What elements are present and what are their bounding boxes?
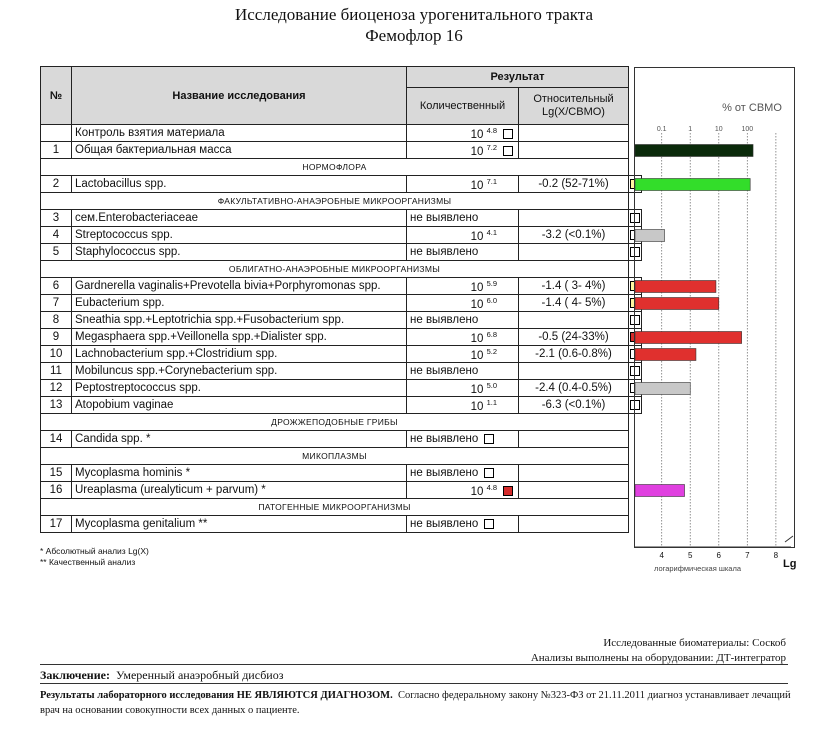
disclaimer-bold: Результаты лабораторного исследования НЕ ЯВЛЯЮТСЯ ДИАГНОЗОМ. bbox=[40, 690, 393, 701]
qty-indicator-box bbox=[503, 129, 513, 139]
table-row bbox=[41, 244, 642, 261]
row-number: 16 bbox=[41, 482, 72, 499]
chart-title: % от СВМО bbox=[722, 102, 782, 114]
row-number: 12 bbox=[41, 380, 72, 397]
not-detected-text: не выявлено bbox=[410, 212, 479, 224]
section-label: ФАКУЛЬТАТИВНО-АНАЭРОБНЫЕ МИКРООРГАНИЗМЫ bbox=[41, 193, 629, 210]
relative-result: -0.5 (24-33%) bbox=[519, 329, 629, 346]
quantitative-result bbox=[407, 295, 519, 312]
quantitative-result bbox=[407, 227, 519, 244]
equipment-note: Анализы выполнены на оборудовании: ДТ-интегратор bbox=[530, 652, 786, 664]
quantitative-result bbox=[407, 397, 519, 414]
test-name: Gardnerella vaginalis+Prevotella bivia+Porphyromonas spp. bbox=[72, 278, 407, 295]
disclaimer bbox=[40, 688, 792, 718]
not-detected-text: не выявлено bbox=[410, 467, 479, 479]
page-title: Исследование биоценоза урогенитального тракта bbox=[234, 5, 593, 24]
qty-base: 10 bbox=[470, 128, 484, 141]
relative-result bbox=[519, 482, 629, 499]
qty-base: 10 bbox=[470, 349, 484, 362]
test-name: Staphylococcus spp. bbox=[72, 244, 407, 261]
quantitative-result bbox=[407, 125, 519, 142]
table-row bbox=[41, 380, 642, 397]
row-number: 5 bbox=[41, 244, 72, 261]
table-row bbox=[41, 346, 642, 363]
not-detected-text: не выявлено bbox=[410, 433, 479, 445]
x-tick-label: 4 bbox=[659, 551, 664, 560]
relative-result bbox=[519, 125, 629, 142]
qty-base: 10 bbox=[470, 298, 484, 311]
quantitative-result bbox=[407, 244, 519, 261]
test-name: Mycoplasma hominis * bbox=[72, 465, 407, 482]
x-tick-label: 5 bbox=[688, 551, 693, 560]
qty-exponent: 5.2 bbox=[486, 346, 497, 356]
conclusion-label: Заключение: bbox=[40, 668, 110, 682]
section-header bbox=[41, 159, 642, 176]
x-axis-label: логарифмическая шкала bbox=[654, 564, 742, 573]
relative-result bbox=[519, 465, 629, 482]
table-row bbox=[41, 329, 642, 346]
relative-result bbox=[519, 210, 629, 227]
table-row bbox=[41, 516, 642, 533]
row-number bbox=[41, 125, 72, 142]
quantitative-result bbox=[407, 142, 519, 159]
header-result: Результат bbox=[407, 67, 629, 88]
table-row bbox=[41, 363, 642, 380]
table-row bbox=[41, 295, 642, 312]
table-row bbox=[41, 312, 642, 329]
table-row bbox=[41, 278, 642, 295]
relative-result: -2.4 (0.4-0.5%) bbox=[519, 380, 629, 397]
table-row bbox=[41, 431, 642, 448]
x-tick-label: 7 bbox=[745, 551, 750, 560]
section-label: ДРОЖЖЕПОДОБНЫЕ ГРИБЫ bbox=[41, 414, 629, 431]
footnote-absolute: * Абсолютный анализ Lg(X) bbox=[40, 546, 149, 556]
results-table bbox=[40, 66, 642, 533]
row-number: 3 bbox=[41, 210, 72, 227]
quantitative-result bbox=[407, 210, 519, 227]
relative-result bbox=[519, 516, 629, 533]
row-number: 1 bbox=[41, 142, 72, 159]
page-subtitle: Фемофлор 16 bbox=[365, 26, 463, 45]
table-row bbox=[41, 176, 642, 193]
row-number: 6 bbox=[41, 278, 72, 295]
not-detected-text: не выявлено bbox=[410, 314, 479, 326]
quantitative-result bbox=[407, 431, 519, 448]
relative-result: -0.2 (52-71%) bbox=[519, 176, 629, 193]
relative-result: -3.2 (<0.1%) bbox=[519, 227, 629, 244]
table-row bbox=[41, 210, 642, 227]
chart-bar bbox=[635, 332, 742, 344]
conclusion-text: Умеренный анаэробный дисбиоз bbox=[115, 668, 284, 682]
quantitative-result bbox=[407, 176, 519, 193]
qty-exponent: 6.8 bbox=[486, 329, 497, 339]
quantitative-result bbox=[407, 363, 519, 380]
relative-result bbox=[519, 363, 629, 380]
test-name: Peptostreptococcus spp. bbox=[72, 380, 407, 397]
quantitative-result bbox=[407, 465, 519, 482]
test-name: Mycoplasma genitalium ** bbox=[72, 516, 407, 533]
test-name: Streptococcus spp. bbox=[72, 227, 407, 244]
table-row bbox=[41, 465, 642, 482]
row-number: 17 bbox=[41, 516, 72, 533]
relative-result: -1.4 ( 4- 5%) bbox=[519, 295, 629, 312]
qty-exponent: 6.0 bbox=[486, 295, 497, 305]
section-header bbox=[41, 261, 642, 278]
qty-exponent: 1.1 bbox=[486, 397, 497, 407]
row-number: 2 bbox=[41, 176, 72, 193]
chart-bar bbox=[635, 281, 716, 293]
table-row bbox=[41, 227, 642, 244]
test-name: Megasphaera spp.+Veillonella spp.+Dialister spp. bbox=[72, 329, 407, 346]
qty-indicator-box bbox=[503, 146, 513, 156]
quantitative-result bbox=[407, 482, 519, 499]
test-name: Контроль взятия материала bbox=[72, 125, 407, 142]
table-row bbox=[41, 125, 642, 142]
test-name: Sneathia spp.+Leptotrichia spp.+Fusobacterium spp. bbox=[72, 312, 407, 329]
qty-indicator-box bbox=[484, 519, 494, 529]
qty-exponent: 4.8 bbox=[486, 125, 497, 135]
relative-result bbox=[519, 244, 629, 261]
quantitative-result bbox=[407, 346, 519, 363]
test-name: Atopobium vaginae bbox=[72, 397, 407, 414]
header-name: Название исследования bbox=[72, 67, 407, 125]
row-number: 7 bbox=[41, 295, 72, 312]
top-scale-label: 100 bbox=[741, 126, 754, 133]
qty-exponent: 4.8 bbox=[486, 482, 497, 492]
x-axis-arrow bbox=[785, 536, 793, 542]
quantitative-result bbox=[407, 329, 519, 346]
header-num: № bbox=[41, 67, 72, 125]
footnotes bbox=[40, 546, 149, 568]
qty-indicator-box bbox=[484, 468, 494, 478]
quantitative-result bbox=[407, 516, 519, 533]
row-number: 10 bbox=[41, 346, 72, 363]
qty-base: 10 bbox=[470, 485, 484, 498]
qty-exponent: 7.2 bbox=[486, 142, 497, 152]
disclaimer-text: Согласно федеральному закону №323-ФЗ от 21.11.2011 диагноз устанавливает лечащий врач на основании совокупности всех данных о пациенте. bbox=[40, 690, 791, 716]
qty-indicator-box bbox=[484, 434, 494, 444]
conclusion bbox=[40, 668, 283, 683]
chart-bar bbox=[635, 298, 719, 310]
section-label: ОБЛИГАТНО-АНАЭРОБНЫЕ МИКРООРГАНИЗМЫ bbox=[41, 261, 629, 278]
relative-result: -1.4 ( 3- 4%) bbox=[519, 278, 629, 295]
qty-exponent: 4.1 bbox=[486, 227, 497, 237]
x-tick-label: 8 bbox=[773, 551, 779, 560]
qty-base: 10 bbox=[470, 179, 484, 192]
section-header bbox=[41, 414, 642, 431]
top-scale-label: 0.1 bbox=[656, 126, 667, 133]
top-scale-label: 1 bbox=[688, 126, 693, 133]
section-header bbox=[41, 448, 642, 465]
log-scale-chart bbox=[634, 67, 795, 548]
header-qty: Количественный bbox=[407, 88, 519, 125]
qty-base: 10 bbox=[470, 230, 484, 243]
chart-bar bbox=[635, 230, 665, 242]
footnote-qualitative: ** Качественный анализ bbox=[40, 557, 136, 567]
section-header bbox=[41, 193, 642, 210]
x-tick-label: 6 bbox=[716, 551, 721, 560]
row-number: 8 bbox=[41, 312, 72, 329]
chart-bar bbox=[635, 383, 690, 395]
chart-bar bbox=[635, 485, 685, 497]
not-detected-text: не выявлено bbox=[410, 365, 479, 377]
row-number: 13 bbox=[41, 397, 72, 414]
quantitative-result bbox=[407, 278, 519, 295]
row-number: 9 bbox=[41, 329, 72, 346]
header-rel: Относительный Lg(X/CBMO) bbox=[519, 88, 629, 125]
row-number: 11 bbox=[41, 363, 72, 380]
test-name: Ureaplasma (urealyticum + parvum) * bbox=[72, 482, 407, 499]
qty-indicator-box bbox=[503, 486, 513, 496]
test-name: Eubacterium spp. bbox=[72, 295, 407, 312]
test-name: Общая бактериальная масса bbox=[72, 142, 407, 159]
top-scale-label: 10 bbox=[714, 126, 723, 133]
test-name: сем.Enterobacteriaceae bbox=[72, 210, 407, 227]
test-name: Lactobacillus spp. bbox=[72, 176, 407, 193]
row-number: 4 bbox=[41, 227, 72, 244]
unit-label: Lg bbox=[783, 558, 797, 570]
table-row bbox=[41, 482, 642, 499]
quantitative-result bbox=[407, 312, 519, 329]
test-name: Lachnobacterium spp.+Clostridium spp. bbox=[72, 346, 407, 363]
qty-exponent: 5.9 bbox=[486, 278, 497, 288]
chart-bar bbox=[635, 179, 750, 191]
relative-result: -6.3 (<0.1%) bbox=[519, 397, 629, 414]
biomaterial-note: Исследованные биоматериалы: Соскоб bbox=[603, 637, 786, 649]
row-number: 14 bbox=[41, 431, 72, 448]
not-detected-text: не выявлено bbox=[410, 246, 479, 258]
qty-base: 10 bbox=[470, 383, 484, 396]
not-detected-text: не выявлено bbox=[410, 518, 479, 530]
qty-exponent: 7.1 bbox=[486, 176, 497, 186]
relative-result bbox=[519, 312, 629, 329]
relative-result bbox=[519, 142, 629, 159]
qty-base: 10 bbox=[470, 281, 484, 294]
section-header bbox=[41, 499, 642, 516]
section-label: МИКОПЛАЗМЫ bbox=[41, 448, 629, 465]
divider bbox=[40, 683, 788, 684]
divider bbox=[40, 664, 788, 665]
qty-base: 10 bbox=[470, 145, 484, 158]
relative-result bbox=[519, 431, 629, 448]
qty-base: 10 bbox=[470, 400, 484, 413]
relative-result: -2.1 (0.6-0.8%) bbox=[519, 346, 629, 363]
chart-bar bbox=[635, 349, 696, 361]
qty-base: 10 bbox=[470, 332, 484, 345]
row-number: 15 bbox=[41, 465, 72, 482]
table-row bbox=[41, 142, 642, 159]
qty-exponent: 5.0 bbox=[486, 380, 497, 390]
quantitative-result bbox=[407, 380, 519, 397]
test-name: Mobiluncus spp.+Corynebacterium spp. bbox=[72, 363, 407, 380]
chart-bar bbox=[635, 145, 753, 157]
table-row bbox=[41, 397, 642, 414]
section-label: ПАТОГЕННЫЕ МИКРООРГАНИЗМЫ bbox=[41, 499, 629, 516]
section-label: НОРМОФЛОРА bbox=[41, 159, 629, 176]
test-name: Candida spp. * bbox=[72, 431, 407, 448]
